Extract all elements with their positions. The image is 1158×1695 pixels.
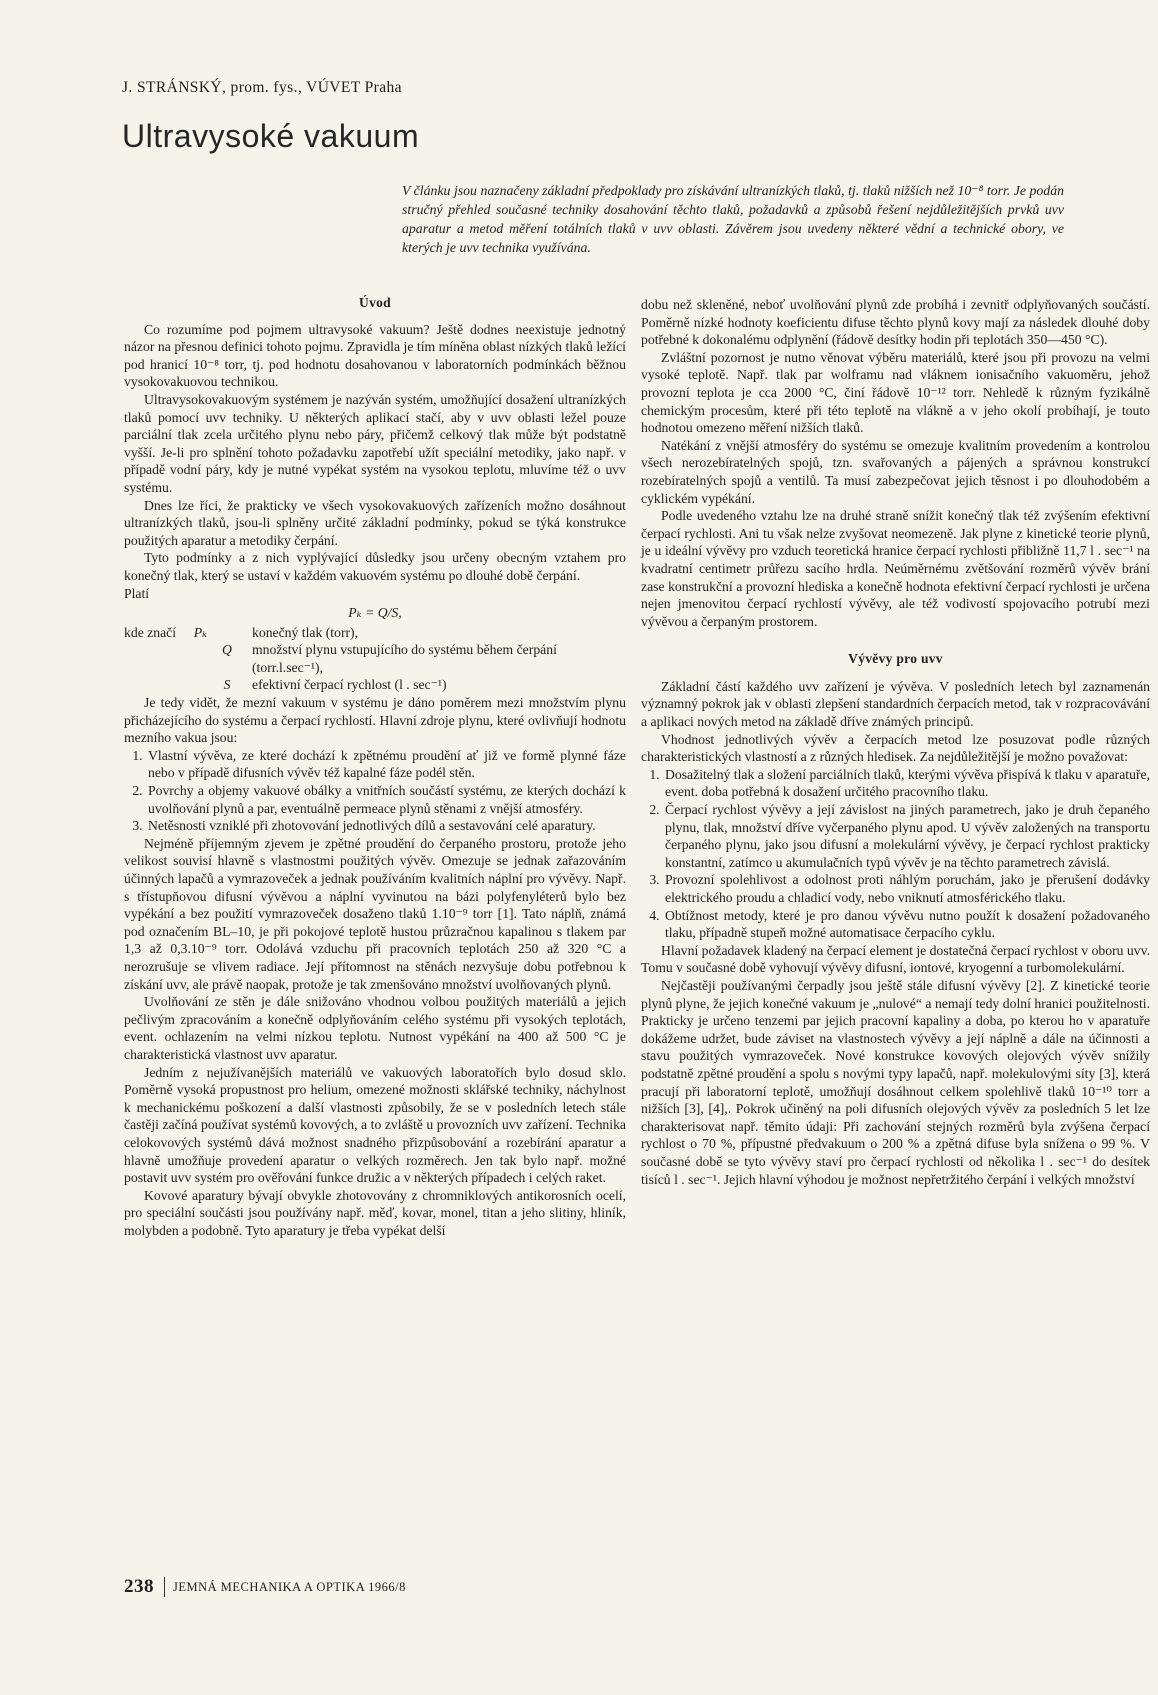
paragraph: Vhodnost jednotlivých vývěv a čerpacích metod lze posuzovat podle různých charakteristických vlastností a z různých hledisek. Za nejdůležitější je možno považovat: [641,731,1150,765]
list-item: 2. Čerpací rychlost vývěvy a její závislost na jiných parametrech, jako je druh čepaného plynu, tlak, množství dříve vyčerpaného plynu apod. U vývěv založených na transportu čerpaného plynu, jako jsou difusní a molekulární vývěvy, je čerpací rychlost prakticky konstantní, zatímco u akumulačních typů vývěv je na těchto parametrech závislá. [663,801,1150,871]
journal-name: JEMNÁ MECHANIKA A OPTIKA 1966/8 [173,1579,406,1594]
paragraph: Jedním z nejužívanějších materiálů ve vakuových laboratořích bylo dosud sklo. Poměrně vysoká propustnost pro helium, omezené možnosti sklářské techniky, náchylnost k mechanickému poškození a další vlastnosti způsobily, že se v posledních letech stále častěji začíná používat systémů kovových, a to zvláště u provozních uvv zařízení. Technika celokovových systémů dává možnost snadného přizpůsobování a rozebírání aparatur a hlavně umožňuje provedení aparatur o velkých rozměrech. Jen tak bylo např. možné postavit uvv systém pro ověřování funkce družic a v některých případech i celých raket. [124,1064,626,1186]
right-column [641,296,1150,1188]
page-number: 238 [124,1576,154,1597]
paragraph: Hlavní požadavek kladený na čerpací element je dostatečná čerpací rychlost v oboru uvv. Tomu v současné době vyhovují vývěvy difusní, iontové, kryogenní a turbomolekulární. [641,942,1150,976]
definition-row [124,624,626,642]
list-item: 4. Obtížnost metody, které je pro danou vývěvu nutno použít k dosažení požadovaného tlaku, případně stupeň možné automatisace čerpacího cyklu. [663,907,1150,942]
paragraph-plati: Platí [124,585,150,601]
article-abstract: V článku jsou naznačeny základní předpoklady pro získávání ultranízkých tlaků, tj. tlaků nižších než 10⁻⁸ torr. Je podán stručný přehled současné techniky dosahování těchto tlaků, požadavků a způsobů řešení nejdůležitějších prvků uvv aparatur a metod měření totálních tlaků v uvv oblasti. Závěrem jsou uvedeny některé vědní a technické obory, ve kterých je uvv technika využívána. [402,183,1064,255]
page-footer [124,1576,406,1598]
paragraph: dobu než skleněné, neboť uvolňování plynů zde probíhá i zevnitř odplyňovaných součástí. Poměrně nízké hodnoty koeficientu difuse těchto plynů kovy mají za následek dlouhé doby potřebné k dokonalému odplynění (řádově desítky hodin při teplotách 350—450 °C). [641,297,1150,348]
paragraph: Co rozumíme pod pojmem ultravysoké vakuum? Ještě dodnes neexistuje jednotný názor na přesnou definici tohoto pojmu. Zpravidla je tím míněna oblast nízkých tlaků ležící pod hranicí 10⁻⁸ torr, tj. pod hodnotu dosahovanou v laboratorních podmínkách běžnou vysokovakuovou technikou. [124,321,626,390]
paragraph: Je tedy vidět, že mezní vakuum v systému je dáno poměrem mezi množstvím plynu přicházejícího do systému a čerpací rychlostí. Hlavní zdroje plynu, které ovlivňují hodnotu mezního vakua jsou: [124,695,626,746]
paragraph: Základní částí každého uvv zařízení je vývěva. V posledních letech byl zaznamenán významný pokrok jak v oblasti zlepšení standardních čerpacích metod, tak v rozpracovávání a aplikaci nových metod na základě dříve známých principů. [641,678,1150,730]
section-heading-vyvevy: Vývěvy pro uvv [848,651,943,667]
definition-text: množství plynu vstupujícího do systému během čerpání (torr.l.sec⁻¹), [252,642,557,675]
footer-divider [164,1577,165,1597]
list-item: 3. Provozní spolehlivost a odolnost proti náhlým poruchám, jako je přerušení dodávky elektrického proudu a chladicí vody, nebo vniknutí atmosférického tlaku. [663,871,1150,906]
paragraph: Nejméně příjemným zjevem je zpětné proudění do čerpaného prostoru, protože jeho velikost souvisí hlavně s vlastnostmi použitých vývěv. Omezuje se jednak zařazováním účinných lapačů a vymrazoveček a jednak používáním kvalitních náplní pro vývěvy. Např. s třístupňovou difusní vývěvou a náplní vyvinutou na bázi polyfenyléterů bylo bez vypékání a bez použití vymrazoveček dosaženo tlaků 1.10⁻⁹ torr [1]. Tato náplň, známá pod označením BL–10, je při pokojové teplotě hustou průzračnou kapalinou s tlakem par 1,3 až 0,3.10⁻⁹ torr. Odolává vzduchu při pracovních teplotách 250 až 320 °C a nerozrušuje se vlivem radiace. Její přítomnost na stěnách nezvyšuje dobu potřebnou k získání uvv, ale právě naopak, protože je tak zmenšováno množství uvolňovaných plynů. [124,835,626,992]
gas-sources-list [124,747,626,835]
paragraph: Tyto podmínky a z nich vyplývající důsledky jsou určeny obecným vztahem pro konečný tlak, který se ustaví v každém vakuovém systému po dlouhé době čerpání. [124,550,626,583]
paragraph: Ultravysokovakuovým systémem je nazýván systém, umožňující dosažení ultranízkých tlaků pomocí uvv techniky. U některých aplikací stačí, aby v uvv oblasti ležel pouze parciální tlak zcela určitého plynu nebo páry, přičemž celkový tlak může být podstatně vyšší. Je-li pro splnění tohoto požadavku zapotřebí užít speciální metodiky, jako např. v případě vodní páry, kdy je nutné vypékat systém na vysokou teplotu, mluvíme též o uvv systému. [124,391,626,495]
definition-symbol: Q [222,642,232,658]
definition-row [124,676,626,694]
definition-text: efektivní čerpací rychlost (l . sec⁻¹) [252,677,447,693]
definition-prefix: kde značí [124,624,177,640]
paragraph: Zvláštní pozornost je nutno věnovat výběru materiálů, které jsou při provozu na velmi vysoké teplotě. Např. tlak par wolframu nad vláknem ionisačního vakuoměru, jehož provozní teplota je cca 2000 °C, činí řádově 10⁻¹² torr. Nehledě k různým fyzikálně chemickým procesům, které při této teplotě na vlákně a v jeho okolí probíhají, je touto hodnotou omezeno měření nižších tlaků. [641,349,1150,436]
paragraph: Dnes lze říci, že prakticky ve všech vysokovakuových zařízeních možno dosáhnout ultranízkých tlaků, jsou-li splněny určité základní podmínky, pokud se týká konstrukce použitých aparatur a metodiky čerpání. [124,497,626,548]
list-item: 2. Povrchy a objemy vakuové obálky a vnitřních součástí systému, ze kterých dochází k uvolňování plynů a par, eventuálně permeace plynů stěnami z vnější atmosféry. [146,782,626,817]
definition-row [124,641,626,676]
pump-criteria-list [641,766,1150,942]
paragraph: Kovové aparatury bývají obvykle zhotovovány z chromniklových antikorosních ocelí, pro speciální součásti jsou používány např. měď, kovar, monel, titan a jeho slitiny, hliník, molybden a podobně. Tyto aparatury je třeba vypékat delší [124,1187,626,1238]
formula: Pₖ = Q/S, [348,605,402,621]
list-item: 1. Dosažitelný tlak a složení parciálních tlaků, kterými vývěva přispívá k tlaku v aparatuře, event. doba potřebná k dosažení určitého pracovního tlaku. [663,766,1150,801]
definition-text: konečný tlak (torr), [252,624,359,640]
paragraph: Podle uvedeného vztahu lze na druhé straně snížit konečný tlak též zvýšením efektivní čerpací rychlosti. Ani tu však nelze zvyšovat neomezeně. Jak plyne z kinetické teorie plynů, je u ideální vývěvy pro vzduch teoretická hranice čerpací rychlosti přibližně 11,7 l . sec⁻¹ na kvadratní centimetr průřezu sacího hrdla. Neúměrnému zvětšování rozměrů vývěv brání zase konstrukční a provozní hlediska a konečně hodnota efektivní čerpací rychlosti je určena nejen jmenovitou čerpací rychlostí vývěvy, ale též vodivostí spojovacího potrubí mezi vývěvou a čerpaným prostorem. [641,508,1150,629]
list-item: 1. Vlastní vývěva, ze které dochází k zpětnému proudění ať již ve formě plynné fáze nebo v případě difusních vývěv též kapalné fáze podél stěn. [146,747,626,782]
symbol-definitions [124,624,626,694]
paragraph: Nejčastěji používanými čerpadly jsou ještě stále difusní vývěvy [2]. Z kinetické teorie plynů plyne, že jejich konečné vakuum je „nulové“ a nemají tedy dolní hranici použitelnosti. Prakticky je určeno tenzemi par jejich pracovní kapaliny a doba, po kterou ho v aparatuře dokážeme udržet, bude záviset na vlastnostech vývěvy a její náplně a dále na účinnosti a stavu použitých vymrazoveček. Nové konstrukce kovových olejových vývěv snížily podstatně zpětné proudění a spolu s novými typy lapačů, např. molekulovými síty [3], která pracují při laboratorní teplotě, umožňují dosáhnout celkem spolehlivě tlaků 10⁻¹⁰ torr a nižších [3], [4],. Pokrok učiněný na poli difusních olejových vývěv za posledních 5 let lze charakterisovat např. těmito údaji: Při zachování stejných rozměrů byla zvýšena čerpací rychlost o 70 %, přípustné předvakuum o 200 % a zpětná difuse byla snížena o 99 %. V současné době se tyto vývěvy staví pro čerpací rychlosti od několika l . sec⁻¹ do desítek tisíců l . sec⁻¹. Jejich hlavní výhodou je možnost nepřetržitého čerpání i velkých množství [641,977,1150,1187]
paragraph: Natékání z vnější atmosféry do systému se omezuje kvalitním provedením a kontrolou všech nerozebíratelných spojů, tzn. svařovaných a pájených a správnou konstrukcí rozebíratelných spojů a ventilů. Ta musí zabezpečovat jejich těsnost i po dlouhodobém a cyklickém vypékání. [641,437,1150,506]
author-line: J. STRÁNSKÝ, prom. fys., VÚVET Praha [122,79,402,96]
left-column [124,294,626,1239]
article-title: Ultravysoké vakuum [122,118,420,154]
definition-symbol: S [223,677,231,693]
section-heading-uvod: Úvod [359,295,391,310]
list-item: 3. Netěsnosti vzniklé při zhotovování jednotlivých dílů a sestavování celé aparatury. [146,817,626,835]
definition-symbol: Pₖ [193,624,208,640]
paragraph: Uvolňování ze stěn je dále snižováno vhodnou volbou použitých materiálů a jejich pečlivým zpracováním a konečně odplyňováním celého systému při vysokých teplotách, event. ochlazením na velmi nízkou teplotu. Nutnost vypékání na 400 až 500 °C je charakteristická vlastnost uvv aparatur. [124,994,626,1062]
